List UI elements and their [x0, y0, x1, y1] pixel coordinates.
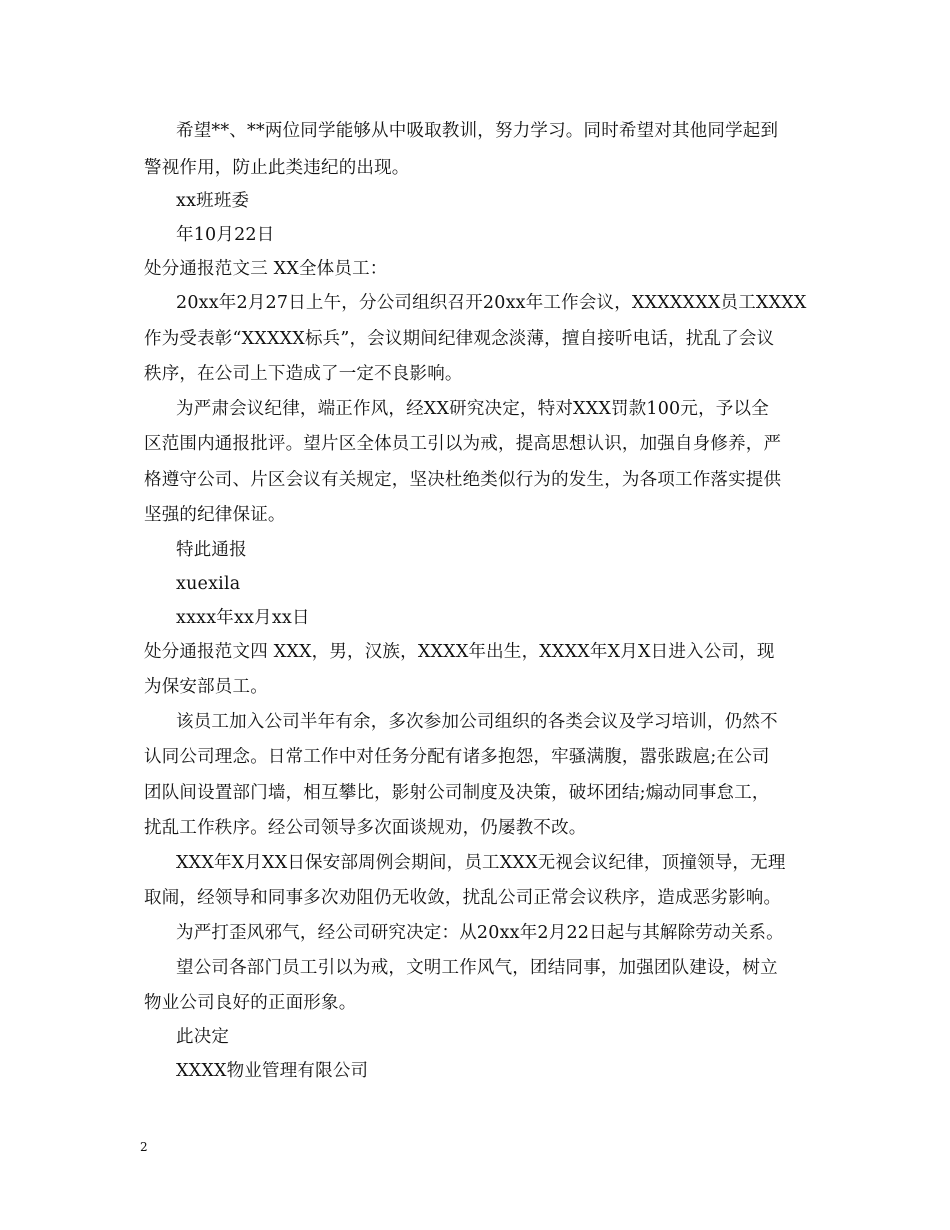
signature-line: XXXX物业管理有限公司	[176, 1061, 369, 1081]
paragraph-line: 区范围内通报批评。望片区全体员工引以为戒，提高思想认识，加强自身修养，严	[144, 434, 782, 454]
section-heading: 处分通报范文三 XX全体员工：	[144, 259, 388, 279]
closing-line: 特此通报	[176, 540, 247, 560]
paragraph-line: 望公司各部门员工引以为戒，文明工作风气，团结同事，加强团队建设，树立	[176, 958, 778, 978]
paragraph-line: 希望**、**两位同学能够从中吸取教训，努力学习。同时希望对其他同学起到	[176, 121, 779, 141]
paragraph-line: 坚强的纪律保证。	[144, 505, 286, 525]
paragraph-line: 作为受表彰“XXXXX标兵”，会议期间纪律观念淡薄，擅自接听电话，扰乱了会议	[144, 329, 775, 349]
paragraph-line: 警视作用，防止此类违纪的出现。	[144, 158, 410, 178]
paragraph-line: 为严肃会议纪律，端正作风，经XX研究决定，特对XXX罚款100元，予以全	[176, 399, 769, 419]
signature-line: xx班班委	[176, 191, 250, 211]
signature-line: xuexila	[176, 574, 241, 594]
paragraph-line: 扰乱工作秩序。经公司领导多次面谈规劝，仍屡教不改。	[144, 818, 587, 838]
section-heading: 处分通报范文四 XXX，男，汉族，XXXX年出生，XXXX年X月X日进入公司，现	[144, 642, 775, 662]
date-line: xxxx年xx月xx日	[176, 608, 310, 628]
page-number: 2	[140, 1140, 148, 1154]
paragraph-line: 为严打歪风邪气，经公司研究决定：从20xx年2月22日起与其解除劳动关系。	[176, 923, 784, 943]
paragraph-line: 该员工加入公司半年有余，多次参加公司组织的各类会议及学习培训，仍然不	[176, 712, 778, 732]
paragraph-line: XXX年X月XX日保安部周例会期间，员工XXX无视会议纪律，顶撞领导，无理	[176, 853, 786, 873]
paragraph-line: 取闹，经领导和同事多次劝阻仍无收敛，扰乱公司正常会议秩序，造成恶劣影响。	[144, 888, 782, 908]
paragraph-line: 团队间设置部门墙，相互攀比，影射公司制度及决策，破坏团结;煽动同事怠工，	[144, 783, 770, 803]
date-line: 年10月22日	[176, 225, 275, 245]
paragraph-line: 认同公司理念。日常工作中对任务分配有诸多抱怨，牢骚满腹，嚣张跋扈;在公司	[144, 747, 770, 767]
paragraph-line: 物业公司良好的正面形象。	[144, 993, 357, 1013]
paragraph-line: 秩序，在公司上下造成了一定不良影响。	[144, 364, 463, 384]
paragraph-line: 格遵守公司、片区会议有关规定，坚决杜绝类似行为的发生，为各项工作落实提供	[144, 470, 782, 490]
paragraph-line: 20xx年2月27日上午，分公司组织召开20xx年工作会议，XXXXXXX员工XXXX	[176, 293, 807, 313]
closing-line: 此决定	[176, 1027, 230, 1047]
paragraph-line: 为保安部员工。	[144, 677, 268, 697]
